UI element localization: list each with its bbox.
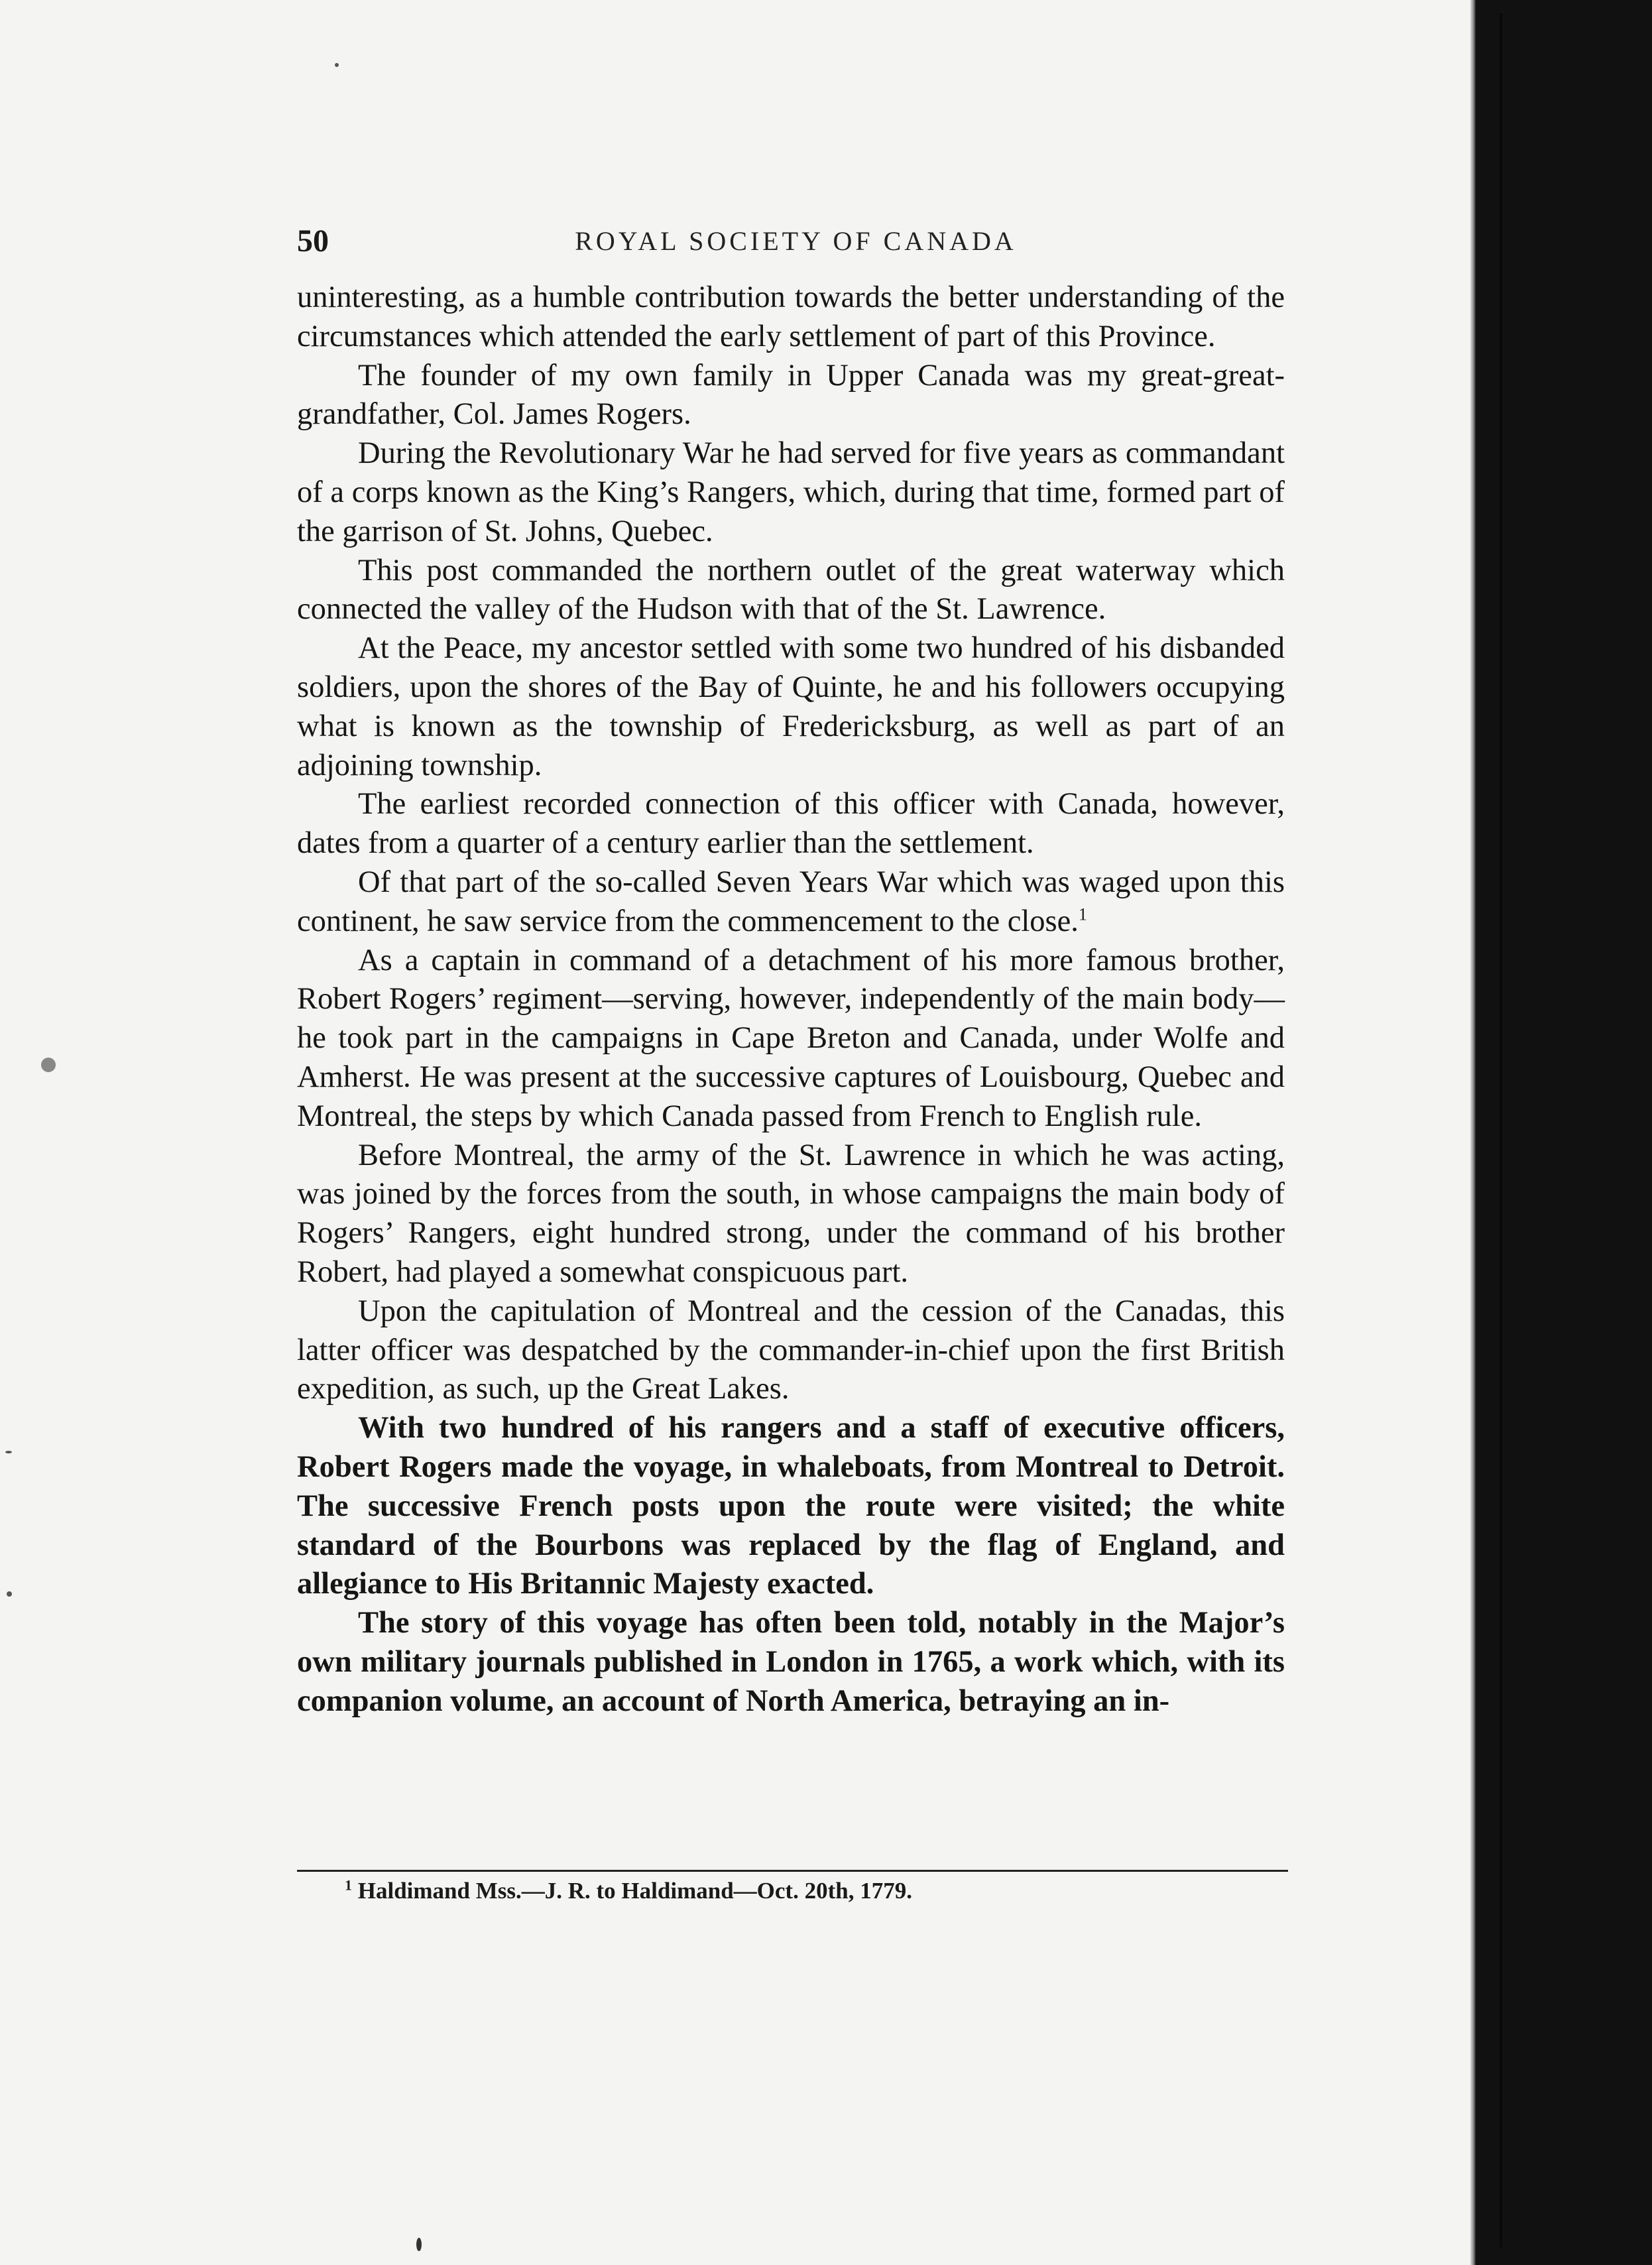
scan-speck	[41, 1058, 56, 1072]
footnote-divider	[297, 1870, 1288, 1872]
paragraph: Before Montreal, the army of the St. Lawrence in which he was acting, was joined by the forces from the south, in whose campaigns the main body of Rogers’ Rangers, eight hundred strong, under the command of his brother Robert, had played a somewhat conspicuous part.	[297, 1138, 1285, 1289]
paragraph: With two hundred of his rangers and a staff of executive officers, Robert Rogers made the voyage, in whaleboats, from Montreal to Detroit. The successive French posts upon the route were visited; the white standard of the Bourbons was replaced by the flag of England, and allegiance to His Britannic Majesty exacted.	[297, 1411, 1285, 1601]
scan-speck	[7, 1591, 12, 1597]
body-text	[297, 278, 1285, 1721]
paragraph: This post commanded the northern outlet of the great waterway which connected the valley of the Hudson with that of the St. Lawrence.	[297, 553, 1285, 627]
paragraph-with-footnote	[297, 863, 1285, 942]
paragraph: The story of this voyage has often been told, notably in the Major’s own military journals published in London in 1765, a work which, with its companion volume, an account of North America, betraying an in-	[297, 1606, 1285, 1718]
footnote-marker: 1	[345, 1876, 352, 1894]
paragraph: uninteresting, as a humble contribution towards the better understanding of the circumstances which attended the early settlement of part of this Province.	[297, 280, 1285, 353]
scan-speck	[335, 63, 339, 67]
adjacent-page-edge	[1500, 13, 1502, 2248]
footnote	[345, 1878, 912, 1904]
paragraph: Upon the capitulation of Montreal and the cession of the Canadas, this latter officer was despatched by the commander-in-chief upon the first British expedition, as such, up the Great Lakes.	[297, 1294, 1285, 1406]
paragraph: At the Peace, my ancestor settled with some two hundred of his disbanded soldiers, upon the shores of the Bay of Quinte, he and his followers occupying what is known as the township of Fredericksburg, as well as part of an adjoining township.	[297, 631, 1285, 782]
paragraph: The earliest recorded connection of this officer with Canada, however, dates from a quarter of a century earlier than the settlement.	[297, 787, 1285, 861]
paragraph: As a captain in command of a detachment of his more famous brother, Robert Rogers’ regiment—serving, however, independently of the main body—he took part in the campaigns in Cape Breton and Canada, under Wolfe and Amherst. He was present at the successive captures of Louisbourg, Quebec and Montreal, the steps by which Canada passed from French to English rule.	[297, 943, 1285, 1133]
footnote-reference: 1	[1078, 904, 1087, 924]
page-fold-edge	[1470, 0, 1476, 2265]
paragraph: During the Revolutionary War he had served for five years as commandant of a corps known as the King’s Rangers, which, during that time, formed part of the garrison of St. Johns, Quebec.	[297, 436, 1285, 548]
page-number: 50	[297, 223, 329, 259]
scan-speck	[416, 2238, 422, 2251]
footnote-text: Haldimand Mss.—J. R. to Haldimand—Oct. 20th, 1779.	[357, 1878, 912, 1904]
scan-speck	[5, 1451, 12, 1453]
page-header	[297, 219, 1295, 272]
running-title: ROYAL SOCIETY OF CANADA	[575, 226, 1017, 256]
paragraph-text: Of that part of the so-called Seven Years War which was waged upon this continent, he saw service from the commencement to the close.	[297, 865, 1285, 938]
paragraph: The founder of my own family in Upper Canada was my great-great-grandfather, Col. James Rogers.	[297, 358, 1285, 432]
